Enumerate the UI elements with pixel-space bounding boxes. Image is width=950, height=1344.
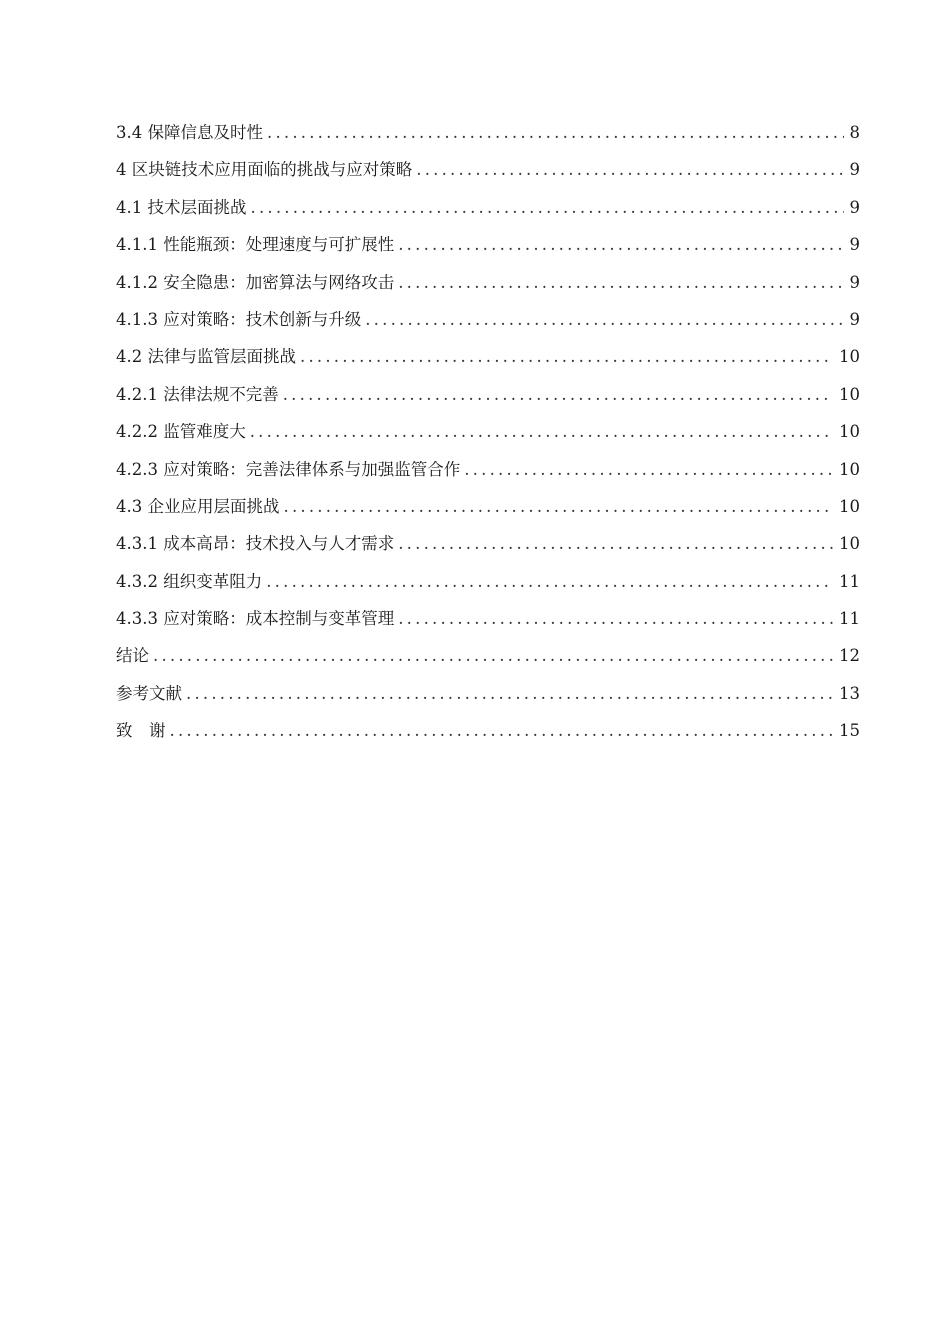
toc-entry-title: 致 谢	[116, 721, 166, 741]
toc-leader-dots	[416, 156, 843, 184]
toc-entry-title: 参考文献	[116, 683, 182, 703]
toc-entry-title: 4.3.2 组织变革阻力	[116, 571, 263, 591]
toc-page-number: 9	[849, 272, 860, 292]
toc-leader-dots	[251, 194, 844, 222]
toc-page-number: 9	[849, 160, 860, 180]
toc-leader-dots	[283, 381, 833, 409]
toc-entry-title: 4.1.3 应对策略：技术创新与升级	[116, 309, 362, 329]
toc-page-number: 9	[849, 235, 860, 255]
toc-entry[interactable]	[116, 493, 860, 530]
toc-entry-title: 结论	[116, 646, 149, 666]
toc-page-number: 9	[849, 309, 860, 329]
toc-entry-title: 4.2.3 应对策略：完善法律体系与加强监管合作	[116, 459, 461, 479]
toc-entry-title: 4 区块链技术应用面临的挑战与应对策略	[116, 160, 413, 180]
toc-leader-dots	[398, 530, 833, 558]
toc-entry[interactable]	[116, 156, 860, 193]
toc-entry[interactable]	[116, 119, 860, 156]
toc-entry[interactable]	[116, 343, 860, 380]
toc-leader-dots	[365, 306, 843, 334]
toc-entry[interactable]	[116, 568, 860, 605]
toc-leader-dots	[464, 456, 833, 484]
table-of-contents	[116, 119, 860, 755]
toc-leader-dots	[186, 680, 833, 708]
toc-page-number: 10	[839, 496, 860, 516]
toc-entry[interactable]	[116, 530, 860, 567]
toc-entry-title: 4.2.2 监管难度大	[116, 422, 246, 442]
toc-entry[interactable]	[116, 194, 860, 231]
toc-entry-title: 4.2.1 法律法规不完善	[116, 384, 279, 404]
toc-page-number: 10	[839, 347, 860, 367]
toc-leader-dots	[398, 231, 843, 259]
toc-entry-title: 4.2 法律与监管层面挑战	[116, 347, 296, 367]
toc-entry[interactable]	[116, 605, 860, 642]
toc-entry[interactable]	[116, 231, 860, 268]
toc-entry-title: 4.1.1 性能瓶颈：处理速度与可扩展性	[116, 235, 395, 255]
toc-page-number: 10	[839, 534, 860, 554]
toc-leader-dots	[284, 493, 834, 521]
toc-page-number: 11	[839, 571, 860, 591]
toc-entry-title: 4.3.1 成本高昂：技术投入与人才需求	[116, 534, 395, 554]
toc-leader-dots	[153, 642, 833, 670]
toc-leader-dots	[170, 717, 834, 745]
toc-entry[interactable]	[116, 456, 860, 493]
toc-entry-title: 4.1 技术层面挑战	[116, 197, 247, 217]
toc-entry[interactable]	[116, 717, 860, 754]
toc-entry-title: 4.3.3 应对策略：成本控制与变革管理	[116, 609, 395, 629]
toc-page-number: 11	[839, 609, 860, 629]
toc-leader-dots	[300, 343, 833, 371]
toc-page-number: 10	[839, 422, 860, 442]
toc-entry-title: 4.3 企业应用层面挑战	[116, 496, 280, 516]
toc-entry-title: 4.1.2 安全隐患：加密算法与网络攻击	[116, 272, 395, 292]
toc-entry[interactable]	[116, 680, 860, 717]
toc-leader-dots	[250, 418, 833, 446]
toc-page-number: 10	[839, 384, 860, 404]
toc-leader-dots	[398, 269, 843, 297]
toc-page-number: 12	[839, 646, 860, 666]
toc-entry[interactable]	[116, 642, 860, 679]
toc-entry[interactable]	[116, 381, 860, 418]
toc-entry[interactable]	[116, 418, 860, 455]
toc-page-number: 10	[839, 459, 860, 479]
toc-entry[interactable]	[116, 269, 860, 306]
toc-leader-dots	[266, 568, 833, 596]
toc-leader-dots	[267, 119, 844, 147]
toc-page-number: 8	[849, 123, 860, 142]
toc-page-number: 15	[839, 721, 860, 741]
toc-page-number: 9	[849, 197, 860, 217]
toc-entry-title: 3.4 保障信息及时性	[116, 123, 263, 142]
toc-page-number: 13	[839, 683, 860, 703]
toc-entry[interactable]	[116, 306, 860, 343]
toc-leader-dots	[398, 605, 833, 633]
